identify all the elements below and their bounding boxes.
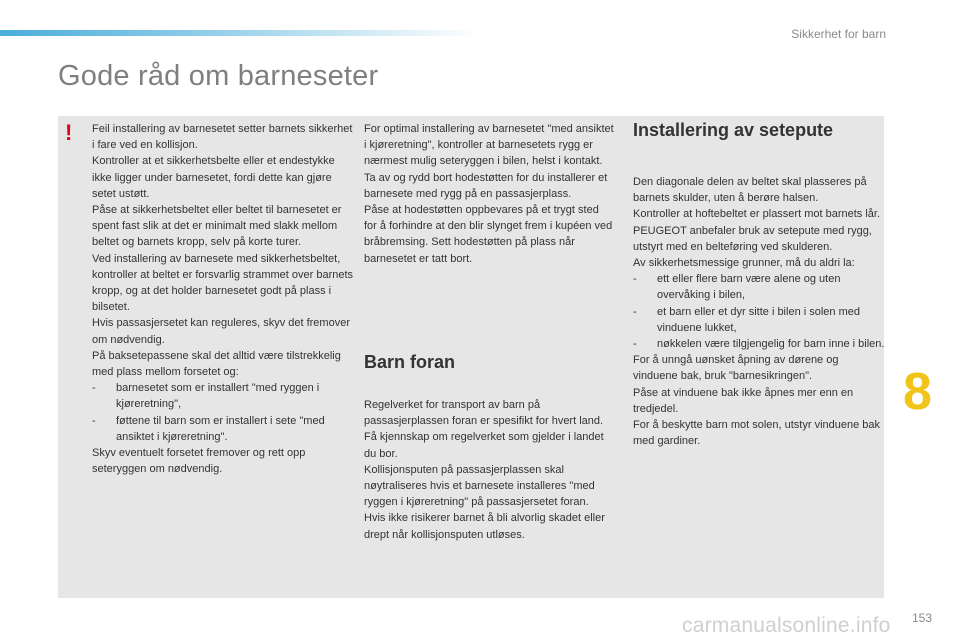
bullet-dash: - bbox=[633, 273, 637, 286]
paragraph: Påse at vinduene bak ikke åpnes mer enn en tredjedel. bbox=[633, 386, 854, 415]
paragraph: Ta av og rydd bort hodestøtten for du installerer et barnesete med rygg på en passasjerplass. bbox=[364, 171, 608, 200]
paragraph: Hvis passasjersetet kan reguleres, skyv det fremover om nødvendig. bbox=[92, 317, 350, 346]
bullet-dash: - bbox=[92, 382, 96, 395]
section-header: Sikkerhet for barn bbox=[791, 27, 886, 41]
paragraph: Regelverket for transport av barn på passasjerplassen foran er spesifikt for hvert land. Få kjennskap om regelverket som gjelder i landet du bor. bbox=[364, 399, 604, 460]
paragraph: Kollisjonsputen på passasjerplassen skal nøytraliseres hvis et barnesete installeres "med ryggen i kjøreretning" på passasjersetet foran. bbox=[364, 463, 595, 509]
chapter-number: 8 bbox=[903, 363, 932, 421]
list-item bbox=[92, 413, 354, 445]
installation-column bbox=[364, 121, 614, 267]
paragraph: Skyv eventuelt forsetet fremover og rett opp seteryggen om nødvendig. bbox=[92, 447, 306, 476]
section-heading-setepute: Installering av setepute bbox=[633, 120, 834, 140]
paragraph: For å beskytte barn mot solen, utstyr vinduene bak med gardiner. bbox=[633, 419, 881, 448]
list-item bbox=[633, 271, 885, 303]
paragraph: Kontroller at et sikkerhetsbelte eller et endestykke ikke ligger under barnesetet, fordi dette kan gjøre setet ustøtt. bbox=[92, 155, 335, 200]
warning-column bbox=[92, 121, 354, 477]
paragraph: PEUGEOT anbefaler bruk av setepute med rygg, utstyrt med en belteføring ved skulderen. bbox=[633, 224, 872, 253]
paragraph: Hvis ikke risikerer barnet å bli alvorlig skadet eller drept når kollisjonsputen utløses. bbox=[364, 512, 605, 541]
list-item bbox=[633, 304, 885, 336]
paragraph: Påse at hodestøtten oppbevares på et trygt sted for å forhindre at den blir slynget frem i kupéen ved bråbremsing. Sett hodestøtten på plass når barnesetet er tatt bort. bbox=[364, 204, 613, 265]
watermark: carmanualsonline.info bbox=[682, 614, 891, 637]
page-title: Gode råd om barneseter bbox=[58, 60, 379, 92]
list-item-text: nøkkelen være tilgjengelig for barn inne i bilen. bbox=[657, 338, 885, 351]
list-item-text: ett eller flere barn være alene og uten overvåking i bilen, bbox=[657, 273, 841, 302]
list-item-text: et barn eller et dyr sitte i bilen i solen med vinduene lukket, bbox=[657, 305, 860, 334]
paragraph: For optimal installering av barnesetet "med ansiktet i kjøreretning", kontroller at barnesetets rygg er nærmest mulig seteryggen i bilen, helst i kontakt. bbox=[364, 123, 614, 168]
barn-foran-text bbox=[364, 397, 614, 543]
warning-icon: ! bbox=[65, 120, 73, 145]
list-item-text: føttene til barn som er installert i sete "med ansiktet i kjøreretning". bbox=[116, 414, 325, 443]
setepute-column bbox=[633, 174, 885, 449]
list-item bbox=[92, 380, 354, 412]
paragraph: På baksetepassene skal det alltid være tilstrekkelig med plass mellom forsetet og: bbox=[92, 349, 341, 379]
paragraph: Ved installering av barnesete med sikkerhetsbeltet, kontroller at beltet er forsvarlig strammet over barnets kropp, og at det holder barnesetet godt på plass i bilsetet. bbox=[92, 252, 354, 314]
list-item bbox=[633, 336, 885, 352]
section-heading-barn-foran: Barn foran bbox=[364, 352, 456, 372]
paragraph: Kontroller at hoftebeltet er plassert mot barnets lår. bbox=[633, 208, 881, 221]
list-item-text: barnesetet som er installert "med ryggen i kjøreretning", bbox=[116, 382, 320, 411]
bullet-dash: - bbox=[633, 338, 637, 351]
paragraph: Påse at sikkerhetsbeltet eller beltet til barnesetet er spent fast slik at det er minimalt med slakk mellom beltet og barnets kropp, selv på korte turer. bbox=[92, 204, 342, 249]
paragraph: Av sikkerhetsmessige grunner, må du aldri la: bbox=[633, 257, 855, 270]
paragraph: Den diagonale delen av beltet skal plasseres på barnets skulder, uten å berøre halsen. bbox=[633, 176, 867, 205]
bullet-dash: - bbox=[92, 414, 96, 427]
paragraph: Feil installering av barnesetet setter barnets sikkerhet i fare ved en kollisjon. bbox=[92, 123, 353, 152]
bullet-dash: - bbox=[633, 305, 637, 318]
page-number: 153 bbox=[912, 611, 933, 625]
header-accent-bar bbox=[0, 30, 480, 36]
paragraph: For å unngå uønsket åpning av dørene og vinduene bak, bruk "barnesikringen". bbox=[633, 354, 839, 383]
